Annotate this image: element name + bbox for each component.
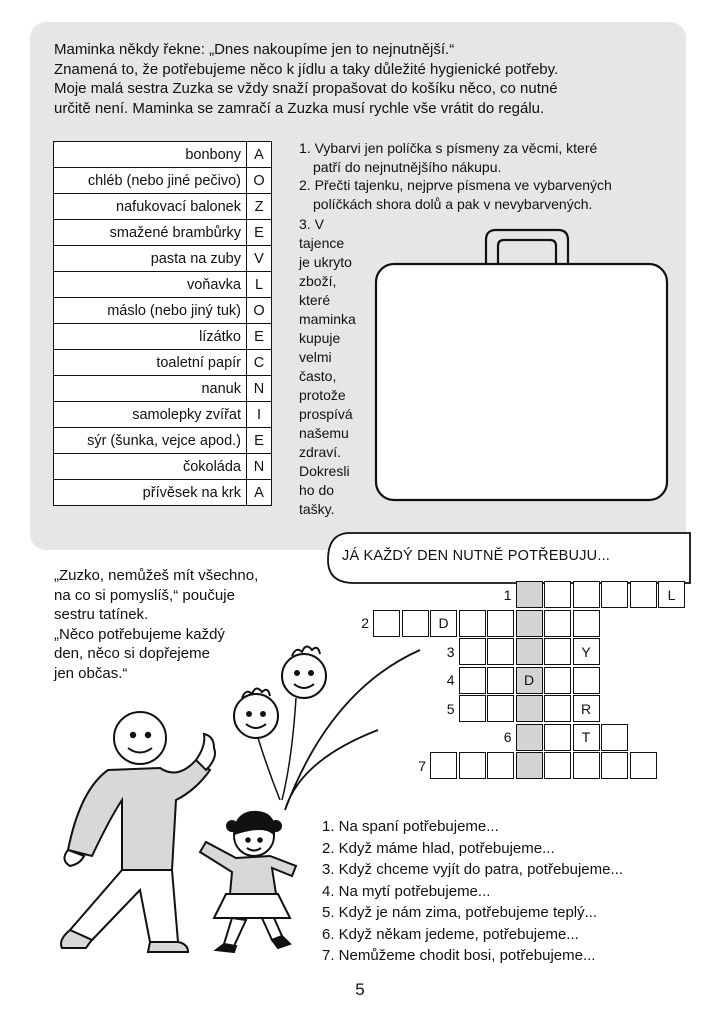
crossword-cell[interactable]: D: [516, 667, 543, 694]
item-letter-cell[interactable]: C: [247, 350, 272, 376]
item-letter-cell[interactable]: I: [247, 402, 272, 428]
item-name: voňavka: [54, 272, 247, 298]
balloon-face-icon: [234, 694, 278, 738]
instruction-line: tašky.: [299, 501, 335, 517]
instruction-line: Dokresli: [299, 463, 350, 479]
dialog-line: sestru tatínek.: [54, 606, 149, 623]
item-letter-cell[interactable]: A: [247, 480, 272, 506]
dialog-line: „Něco potřebujeme každý: [54, 625, 225, 643]
item-letter-cell[interactable]: N: [247, 376, 272, 402]
father-head-icon: [114, 712, 166, 764]
intro-line: určitě není. Maminka se zamračí a Zuzka musí rychle vše vrátit do regálu.: [54, 99, 545, 117]
item-name: toaletní papír: [54, 350, 247, 376]
crossword-row-number: 6: [503, 729, 512, 745]
item-name: bonbony: [54, 142, 247, 168]
item-name: přívěsek na krk: [54, 480, 247, 506]
instruction-line: protože: [299, 387, 346, 403]
crossword-cell[interactable]: L: [658, 581, 685, 608]
instruction-line: velmi: [299, 349, 332, 365]
instruction-line: často,: [299, 368, 337, 384]
item-name: samolepky zvířat: [54, 402, 247, 428]
item-letter-cell[interactable]: A: [247, 142, 272, 168]
crossword-cell[interactable]: D: [430, 610, 457, 637]
item-letter-cell[interactable]: E: [247, 324, 272, 350]
item-letter-cell[interactable]: Z: [247, 194, 272, 220]
instruction-line: našemu: [299, 425, 349, 441]
crossword-row-number: 2: [361, 615, 369, 631]
crossword-row-number: 3: [446, 643, 455, 660]
instruction-line: 3. V tajence: [299, 216, 345, 251]
instruction-line: kupuje: [299, 330, 341, 346]
item-letter-cell[interactable]: O: [247, 298, 272, 324]
item-letter-cell[interactable]: E: [247, 220, 272, 246]
item-name: lízátko: [54, 324, 247, 350]
clues-list: [322, 816, 702, 967]
crossword-row-number: 5: [446, 700, 455, 717]
instruction-line: zdraví.: [299, 444, 342, 460]
dialog-line: „Zuzko, nemůžeš mít všechno,: [54, 567, 259, 584]
item-name: čokoláda: [54, 454, 247, 480]
instruction-line: které: [299, 292, 331, 308]
clue-item: 1. Na spaní potřebujeme...: [322, 818, 499, 835]
crossword-row-number: 4: [446, 672, 455, 688]
crossword-row-number: 1: [503, 586, 512, 603]
instruction-line: zboží,: [299, 273, 337, 289]
item-name: pasta na zuby: [54, 246, 247, 272]
intro-line: Znamená to, že potřebujeme něco k jídlu a taky důležité hygienické potřeby.: [54, 60, 559, 78]
item-letter-cell[interactable]: L: [247, 272, 272, 298]
crossword-cell[interactable]: Y: [573, 638, 600, 665]
page-number: 5: [355, 980, 365, 999]
crossword-row-number: 7: [418, 757, 426, 774]
clue-item: 6. Když někam jedeme, potřebujeme...: [322, 925, 579, 943]
clue-item: 2. Když máme hlad, potřebujeme...: [322, 839, 555, 857]
item-letter-cell[interactable]: N: [247, 454, 272, 480]
instruction-line: maminka: [299, 311, 356, 327]
item-name: chléb (nebo jiné pečivo): [54, 168, 247, 194]
clue-item: 5. Když je nám zima, potřebujeme teplý...: [322, 904, 598, 921]
balloon-face-icon: [282, 654, 326, 698]
item-letter-cell[interactable]: O: [247, 168, 272, 194]
instruction-line: je ukryto: [299, 254, 352, 270]
instruction-line: 1. Vybarvi jen políčka s písmeny za věcmi, které: [299, 140, 598, 156]
dialog-line: na co si pomyslíš,“ poučuje: [54, 586, 235, 604]
crossword-cell[interactable]: R: [573, 695, 600, 722]
instruction-line: patří do nejnutnějšího nákupu.: [313, 158, 502, 175]
item-name: smažené brambůrky: [54, 220, 247, 246]
item-name: nanuk: [54, 376, 247, 402]
instruction-line: prospívá: [299, 406, 353, 422]
dialog-line: jen občas.“: [54, 664, 128, 682]
crossword-title: JÁ KAŽDÝ DEN NUTNĚ POTŘEBUJU...: [342, 548, 611, 564]
item-letter-cell[interactable]: E: [247, 428, 272, 454]
intro-line: Maminka někdy řekne: „Dnes nakoupíme jen to nejnutnější.“: [54, 41, 455, 58]
clue-item: 7. Nemůžeme chodit bosi, potřebujeme...: [322, 947, 596, 964]
instruction-line: 2. Přečti tajenku, nejprve písmena ve vybarvených: [299, 177, 612, 193]
crossword-cell[interactable]: T: [573, 724, 600, 751]
item-name: nafukovací balonek: [54, 194, 247, 220]
dialog-line: den, něco si dopřejeme: [54, 645, 210, 662]
instruction-line: ho do: [299, 482, 335, 498]
instruction-line: políčkách shora dolů a pak v nevybarvených.: [313, 195, 593, 212]
clue-item: 3. Když chceme vyjít do patra, potřebujeme...: [322, 861, 623, 878]
item-name: sýr (šunka, vejce apod.): [54, 428, 247, 454]
item-name: máslo (nebo jiný tuk): [54, 298, 247, 324]
item-letter-cell[interactable]: V: [247, 246, 272, 272]
clue-item: 4. Na mytí potřebujeme...: [322, 882, 491, 900]
intro-line: Moje malá sestra Zuzka se vždy snaží propašovat do košíku něco, co nutné: [54, 80, 558, 97]
